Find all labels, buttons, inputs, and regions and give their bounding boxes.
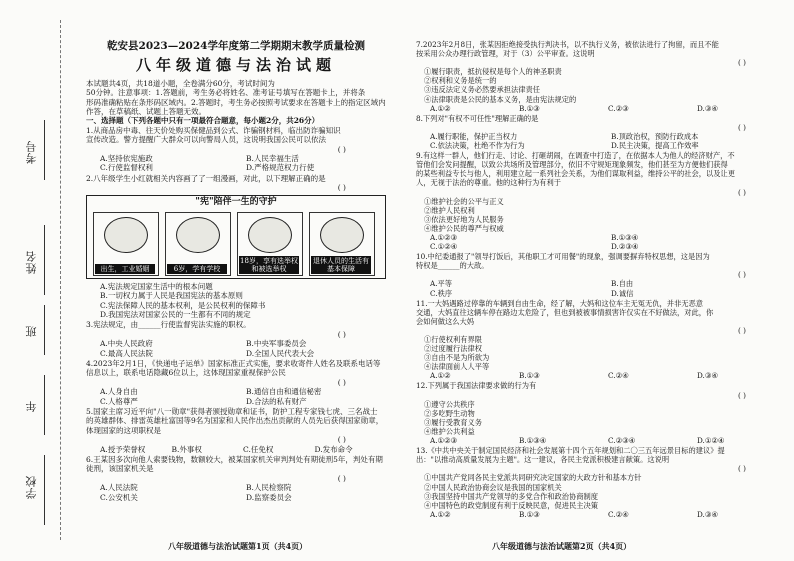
statement-item: ②过度履行法律权 [424, 344, 483, 354]
answer-parentheses: ( ) [337, 435, 346, 445]
question-item [416, 252, 786, 297]
binding-line [44, 120, 45, 180]
question-text: 宣传改造。警方提醒广大群众可以向警局人员，这说明我国公民可以依法 [86, 135, 326, 145]
option-item: C.任免权 [243, 444, 274, 454]
binding-line [44, 455, 45, 525]
option-item: A.宪法规定国家生活中的根本问题 [100, 281, 213, 291]
question-text: 2.八年级学生小红就相关内容画了了一组漫画，对此，以下理解正确的是 [86, 173, 326, 183]
answer-parentheses: ( ) [337, 329, 346, 339]
subject-title: 八年级道德与法治试题 [135, 56, 336, 75]
statement-item: ①履行职责，抵抗侵权是每个人的神圣职责 [424, 67, 562, 77]
answer-parentheses: ( ) [337, 377, 346, 387]
binding-label-exam-number: 考号 [25, 140, 38, 164]
option-item: A.平等 [430, 279, 453, 289]
cartoon-title: "宪"陪伴一生的守护 [195, 196, 277, 207]
option-item: C.①②④ [430, 242, 458, 252]
option-item: C.②③④ [608, 436, 636, 446]
cut-line [60, 20, 61, 540]
binding-label-name: 姓名 [25, 250, 38, 274]
question-list-right [416, 40, 786, 519]
instruction-line: 50分钟。注意事项：1.答题前，考生务必将姓名、准考证号填写在答题卡上，并将条 [86, 88, 366, 98]
option-item: B.人民幸福生活 [246, 154, 299, 164]
statement-item: ④维护公民的尊严与权威 [424, 223, 504, 233]
question-text: 6.王某因多次向他人索要钱物，数额较大，被某国家机关审判判处有期徒刑5年，判处有期 [86, 455, 383, 464]
option-item: A.①② [430, 509, 451, 519]
instruction-line: 形码准确粘贴在条形码区域内。2.答题时，考生务必按照考试要求在答题卡上的指定区域内 [86, 97, 386, 107]
option-item: A.履行职能，保护正当权力 [430, 131, 518, 141]
instructions [86, 79, 386, 117]
question-item [86, 320, 386, 358]
question-text: 交通，大妈直往这辆车停在路边太危险了，但也到被被事情损害许仅实在不好做法，对此，你 [416, 307, 714, 317]
section-heading: 一、选择题（下列各题中只有一项最符合题意，每小题2分，共26分） [86, 116, 320, 126]
statement-list [424, 335, 786, 371]
cartoon-person-image [104, 217, 148, 253]
option-item: A.①② [430, 103, 451, 113]
answer-parentheses: ( ) [337, 144, 346, 154]
option-item: C.最高人民法院 [100, 348, 153, 358]
question-text: 11.一大妈遇路过停靠的车辆到自由生命，经了解，大妈和这位车主无冤无仇，并非无恶意 [416, 298, 704, 308]
question-text: 8.下列对"有权不可任性"理解正确的是 [416, 113, 539, 123]
binding-label-class: 班 [25, 325, 38, 337]
page-footer-left: 八年级道德与法治试题第1页（共4页） [168, 541, 308, 551]
statement-item: ②中国人民政治协商会议是我国的国家机关 [424, 482, 562, 492]
option-list [100, 154, 386, 173]
question-text: 9.有这样一群人，他们行走、讨论、打砸胡闹，在调查中打造了，在依据本人为他人的经济财产，不 [416, 151, 735, 161]
question-text: 的英雄群体、排雷英雄杜富国等9名为国家和人民作出杰出贡献的人员先后获得国家勋章， [86, 416, 384, 426]
option-item: A.①② [430, 371, 451, 381]
option-list [430, 371, 786, 380]
binding-line [44, 305, 45, 355]
question-item [86, 407, 386, 454]
question-item [416, 446, 786, 519]
option-list [430, 510, 786, 519]
answer-parentheses: ( ) [738, 390, 746, 400]
statement-item: ①中国共产党同各民主党派共同研究决定国家的大政方针和基本方针 [424, 473, 642, 483]
binding-margin [0, 0, 62, 561]
question-text: 13.《中共中央关于制定国民经济和社会发展第十四个五年规划和二〇三五年远景目标的建议》提 [416, 446, 725, 456]
question-item [86, 359, 386, 406]
statement-item: ①行使权利有界限 [424, 335, 483, 344]
question-text: 4.2023年2月1日，《快递电子运单》国家标准正式实施，要求收寄件人姓名及联系电话等 [86, 358, 381, 368]
option-item: B.①③ [519, 509, 540, 519]
option-item: C.行使监督权利 [100, 163, 153, 173]
question-item [416, 40, 786, 113]
option-list [430, 436, 786, 445]
question-text: 5.国家主席习近平向"八一勋章"获得者颁授勋章和证书，防护工程专家钱七虎、三名战士 [86, 406, 378, 416]
question-text: 体现国家的这项职权是 [86, 425, 161, 435]
option-item: C.依法决策，杜绝不作为行为 [430, 141, 525, 151]
binding-label-school: 学校 [25, 475, 38, 499]
statement-item: ①维护社会的公平与正义 [424, 196, 504, 206]
statement-item: ②维护人民权利 [424, 205, 475, 215]
question-item [416, 299, 786, 381]
instruction-line: 本试题共4页，共18道小题，全卷满分60分，考试时间为 [86, 78, 275, 88]
binding-line [44, 225, 45, 295]
option-list [100, 387, 386, 406]
cartoon-person-image [248, 217, 292, 253]
cartoon-panel [93, 212, 159, 276]
option-item: B.①③ [519, 371, 540, 381]
question-text: 人，无视于法治的尊重。他的这种行为有利于 [416, 178, 562, 188]
option-item: A.授予荣誉权 [100, 444, 146, 454]
cartoon-person-image [320, 217, 364, 253]
option-item: D.③④ [697, 103, 718, 113]
option-item: C.②④ [608, 371, 629, 381]
binding-line [44, 375, 45, 435]
cartoon-caption: 出生，工业婚姻 [95, 264, 155, 274]
statement-list [424, 67, 786, 103]
question-text: 的某些利益专长与他人，利用建立起一系列社会关系，为他们谋取利益，维持公平的社会，以及让更 [416, 169, 736, 179]
exam-title: 乾安县2023—2024学年度第二学期期末教学质量检测 [107, 40, 365, 52]
question-text: 管他们会发问提醒，以致公共场所及管理部分，依旧不守规矩现象频发，他们甚至为方便他们获得 [416, 160, 728, 170]
answer-parentheses: ( ) [738, 270, 746, 280]
page-footer-right: 八年级道德与法治试题第2页（共4页） [492, 541, 632, 551]
page-right [416, 40, 786, 520]
question-item [416, 381, 786, 445]
option-item: A.人民法院 [100, 483, 138, 493]
statement-item: ④法律面前人人平等 [424, 362, 490, 372]
statement-item: ④中国特色的政党制度有利于反映民意，促进民主决策 [424, 500, 599, 510]
option-item: B.外事权 [171, 444, 202, 454]
cartoon-figure [86, 195, 386, 279]
cartoon-panel [165, 212, 231, 276]
question-item [86, 126, 386, 173]
statement-item: ②权利和义务是统一的 [424, 76, 497, 86]
statement-item: ④法律职责是公民的基本义务，是由宪法规定的 [424, 94, 577, 104]
option-item: D.民主决策，提高工作效率 [611, 141, 699, 151]
option-list [430, 279, 786, 297]
option-list [100, 282, 386, 320]
option-item: D.诚信 [611, 288, 634, 298]
option-item: B.人民检察院 [246, 483, 292, 493]
answer-parentheses: ( ) [738, 325, 746, 335]
option-item: A.中央人民政府 [100, 339, 153, 349]
option-item: A.①②③ [430, 232, 458, 242]
page-left [86, 42, 386, 503]
statement-list [424, 197, 786, 233]
option-item: D.监察委员会 [246, 492, 292, 502]
question-list-left [86, 126, 386, 502]
cartoon-caption: 6岁，学有学校 [167, 264, 227, 274]
answer-parentheses: ( ) [738, 464, 746, 474]
option-item: D.合法的私有财产 [246, 396, 307, 406]
option-item: D.发布命令 [314, 444, 353, 454]
question-text: 特权是______的大敌。 [416, 261, 489, 271]
option-item: B.一切权力属于人民是我国宪法的基本原则 [100, 291, 243, 301]
statement-item: ③自由不是为所欲为 [424, 353, 490, 363]
option-item: B.顶政治权，预防行政成本 [611, 131, 699, 141]
option-item: D.③④ [697, 371, 718, 381]
question-text: 12.下列属于我国法律要求做的行为有 [416, 381, 537, 391]
option-item: B.①③④ [519, 436, 547, 446]
option-list [430, 132, 786, 150]
option-item: C.宪法保障人民的基本权利，是公民权利的保障书 [100, 300, 266, 310]
statement-item: ③违反法定义务必然要承担法律责任 [424, 85, 541, 95]
question-text: 10.中纪委通报了"领导打饭后，其他职工才可用餐"的现象，强调要摒弃特权思想，这是因为 [416, 252, 710, 262]
question-text: 徒刑，该国家机关是 [86, 464, 154, 474]
question-item [416, 114, 786, 150]
statement-item: ③依法更好地为人民服务 [424, 214, 504, 224]
option-item: B.①③④ [611, 232, 639, 242]
statement-list [424, 473, 786, 509]
answer-parentheses: ( ) [738, 58, 746, 68]
option-item: C.②③ [608, 103, 629, 113]
question-text: 3.宪法规定，由______行使监督宪法实施的职权。 [86, 320, 251, 330]
answer-parentheses: ( ) [738, 122, 746, 132]
question-text: 7.2023年2月8日，张某因拒绝接受执行判决书，以不执行义务，被依法进行了拘留，而且不能 [416, 40, 719, 49]
question-text: 会如何做这么大妈 [416, 316, 475, 326]
option-list [430, 233, 786, 251]
option-item: B.通信自由和通信秘密 [246, 387, 322, 397]
option-item: D.③④ [697, 509, 718, 519]
cartoon-person-image [176, 217, 220, 253]
option-list [100, 339, 386, 358]
option-list [100, 445, 386, 454]
cartoon-panel [309, 212, 375, 276]
question-item [86, 174, 386, 319]
option-item: C.秩序 [430, 288, 453, 298]
answer-parentheses: ( ) [337, 183, 346, 193]
option-item: A.坚持依宪施政 [100, 154, 153, 164]
cartoon-caption: 18岁，享有选举权和被选举权 [240, 256, 298, 273]
option-item: B.中央军事委员会 [246, 339, 307, 349]
option-item: D.②③④ [611, 242, 639, 252]
statement-item: ①遵守公共秩序 [424, 399, 475, 409]
option-item: C.人格尊严 [100, 396, 138, 406]
option-item: D.全国人民代表大会 [246, 348, 315, 358]
option-item: C.②④ [608, 509, 629, 519]
option-item: D.①②④ [697, 436, 725, 446]
statement-item: ③履行受教育义务 [424, 417, 483, 427]
statement-list [424, 400, 786, 436]
question-text: 1.从商品房中毒、往天价处购买保健品到公式、诈骗钢材料，临出防诈骗知识 [86, 125, 341, 135]
cartoon-caption: 退休人员的生活有基本保障 [313, 256, 369, 273]
option-list [100, 483, 386, 502]
statement-item: ②多吃野生动物 [424, 408, 475, 418]
option-item: D.严格规范权力行使 [246, 163, 315, 173]
instruction-line: 作答，在草稿纸、试题上答题无效。 [86, 107, 206, 117]
answer-parentheses: ( ) [337, 473, 346, 483]
question-item [86, 455, 386, 502]
option-item: A.①②③ [430, 436, 458, 446]
option-item: C.公安机关 [100, 492, 138, 502]
statement-item: ③我国坚持中国共产党领导的多党合作和政治协商制度 [424, 491, 599, 501]
cartoon-panel [237, 212, 303, 276]
option-item: B.①③ [519, 103, 540, 113]
option-item: D.我国宪法对国家公民的一生都有不同的规定 [100, 309, 251, 319]
statement-item: ④维护公共利益 [424, 426, 475, 436]
question-text: 信息以上，联系电话隐藏6位以上，这体现国家重视保护公民 [86, 368, 286, 378]
question-text: 出："以推动高质量发展为主题"。这一建议，各民主党派积极建言献策。这说明 [416, 455, 670, 465]
question-text: 按采用公众办理行政管理，对于（3）公平审查。这说明 [416, 49, 595, 59]
option-item: B.自由 [611, 279, 634, 289]
binding-label-grade: 年 [25, 400, 38, 412]
question-item [416, 151, 786, 251]
answer-parentheses: ( ) [738, 187, 746, 197]
option-list [430, 104, 786, 113]
option-item: A.人身自由 [100, 387, 138, 397]
